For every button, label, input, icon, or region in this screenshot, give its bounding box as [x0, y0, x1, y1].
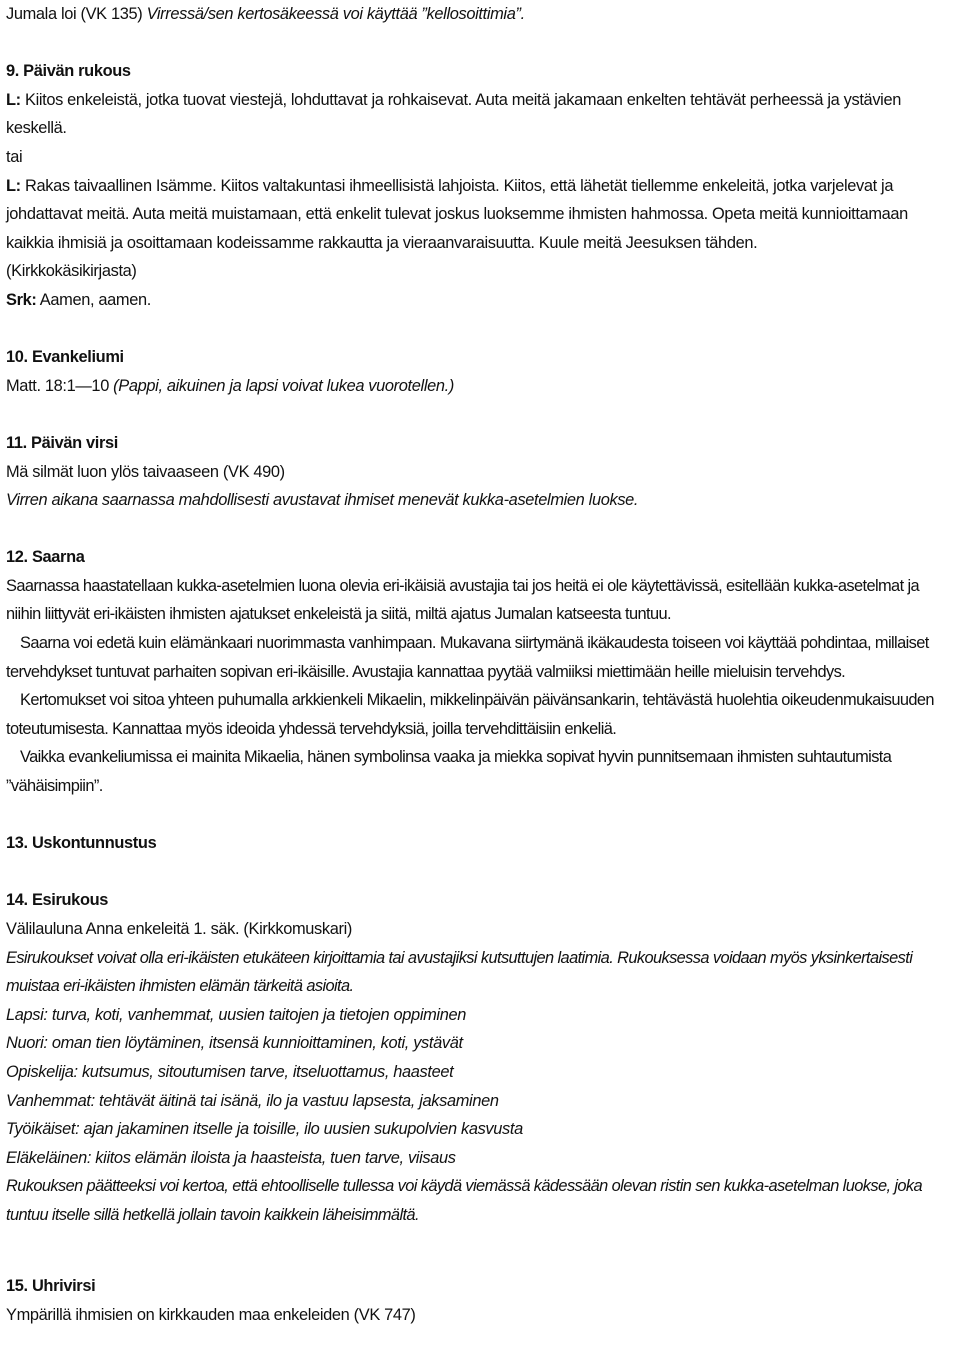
prayer-item: Työikäiset: ajan jakaminen itselle ja toisille, ilo uusien sukupolvien kasvusta [6, 1120, 523, 1139]
prayer-item: Opiskelija: kutsumus, sitoutumisen tarve, itseluottamus, haasteet [6, 1062, 454, 1081]
prayer-item: Lapsi: turva, koti, vanhemmat, uusien taitojen ja tietojen oppiminen [6, 1005, 467, 1024]
section-14-closing: Rukouksen päätteeksi voi kertoa, että ehtoolliselle tullessa voi käydä viemässä kädessään olevan ristin sen kukka-asetelman luokse, joka tuntuu itselle sillä hetkellä jollain tavoin kaikkein läheisimmältä. [6, 1177, 923, 1224]
section-11-hymn: Mä silmät luon ylös taivaaseen (VK 490) [6, 462, 285, 481]
leader-label: L: [6, 90, 21, 109]
section-12-paragraph-4: Vaikka evankeliumissa ei mainita Mikaelia, hänen symbolinsa vaaka ja miekka sopivat hyvin punnitsemaan ihmisten suhtautumista ”vähäisimpiin”. [6, 748, 892, 796]
section-12-paragraph-3: Kertomukset voi sitoa yhteen puhumalla arkkienkeli Mikaelin, mikkelinpäivän päivänsankarin, tehtävästä huolehtia oikeudenmukaisuuden toteutumisesta. Kannattaa myös ideoida yhdessä tervehdyksiä, joilla tervehdittäisiin enkeliä. [6, 691, 934, 738]
congregation-label: Srk: [6, 290, 37, 309]
section-15-heading: 15. Uhrivirsi [6, 1277, 96, 1296]
document-page [6, 0, 956, 1329]
prayer-item: Vanhemmat: tehtävät äitinä tai isänä, ilo ja vastuu lapsesta, jaksaminen [6, 1091, 499, 1110]
section-14-heading: 14. Esirukous [6, 891, 109, 910]
intro-line [6, 0, 956, 29]
section-9-or: tai [6, 147, 23, 166]
section-13-heading: 13. Uskontunnustus [6, 834, 157, 853]
section-14-note: Esirukoukset voivat olla eri-ikäisten etukäteen kirjoittamia tai avustajiksi kutsuttujen laatimia. Rukouksessa voidaan myös yksinkertaisesti muistaa eri-ikäisten ihmisten elämän tärkeitä asioita. [6, 948, 913, 996]
intro-hymn: Jumala loi (VK 135) [6, 5, 147, 23]
gospel-note: (Pappi, aikuinen ja lapsi voivat lukea vuorotellen.) [113, 376, 454, 395]
prayer-item: Eläkeläinen: kiitos elämän iloista ja haasteista, tuen tarve, viisaus [6, 1148, 456, 1167]
section-9-source: (Kirkkokäsikirjasta) [6, 262, 137, 281]
section-15-hymn: Ympärillä ihmisien on kirkkauden maa enkeleiden (VK 747) [6, 1305, 416, 1324]
gospel-reference: Matt. 18:1—10 [6, 376, 114, 395]
leader-label: L: [6, 176, 21, 195]
section-9-prayer-1: L: Kiitos enkeleistä, jotka tuovat viestejä, lohduttavat ja rohkaisevat. Auta meitä jakamaan enkelten tehtävät perheessä ja ystävien keskellä. [6, 90, 901, 138]
section-9-prayer-2: L: Rakas taivaallinen Isämme. Kiitos valtakuntasi ihmeellisistä lahjoista. Kiitos, että lähetät tiellemme enkeleitä, jotka varjelevat ja johdattavat meitä. Auta meitä muistamaan, että enkelit tulevat joskus luoksemme ihmisten hahmossa. Opeta meitä kunnioittamaan kaikkia ihmisiä ja osoittamaan kodeissamme rakkautta ja vieraanvaraisuutta. Kuule meitä Jeesuksen tähden. [6, 176, 908, 252]
section-11-note: Virren aikana saarnassa mahdollisesti avustavat ihmiset menevät kukka-asetelmien luokse. [6, 491, 639, 510]
section-14-hymn: Välilauluna Anna enkeleitä 1. säk. (Kirkkomuskari) [6, 920, 353, 938]
section-12-heading: 12. Saarna [6, 548, 85, 567]
section-12-paragraph-2: Saarna voi edetä kuin elämänkaari nuorimmasta vanhimpaan. Mukavana siirtymänä ikäkaudesta toiseen voi käyttää pohdintaa, millaiset tervehdykset tuntuvat parhaiten sopivan eri-ikäisille. Avustajia kannattaa pyytää valmiiksi miettimään heille mieluisin tervehdys. [6, 634, 929, 681]
prayer-item: Nuori: oman tien löytäminen, itsensä kunnioittaminen, koti, ystävät [6, 1034, 463, 1053]
intro-note: Virressä/sen kertosäkeessä voi käyttää ”kellosoittimia”. [146, 5, 525, 23]
section-12-paragraph-1: Saarnassa haastatellaan kukka-asetelmien luona olevia eri-ikäisiä avustajia tai jos heitä ei ole käytettävissä, esitellään kukka-asetelmat ja niihin liittyvät eri-ikäisten ihmisten ajatukset enkeleistä ja siitä, miltä ajatus Jumalan katseesta tuntuu. [6, 576, 920, 624]
section-10-reading [6, 372, 956, 401]
section-11-heading: 11. Päivän virsi [6, 433, 118, 452]
section-10-heading: 10. Evankeliumi [6, 348, 124, 367]
section-9-response: Srk: Aamen, aamen. [6, 290, 151, 309]
section-9-heading: 9. Päivän rukous [6, 62, 131, 81]
